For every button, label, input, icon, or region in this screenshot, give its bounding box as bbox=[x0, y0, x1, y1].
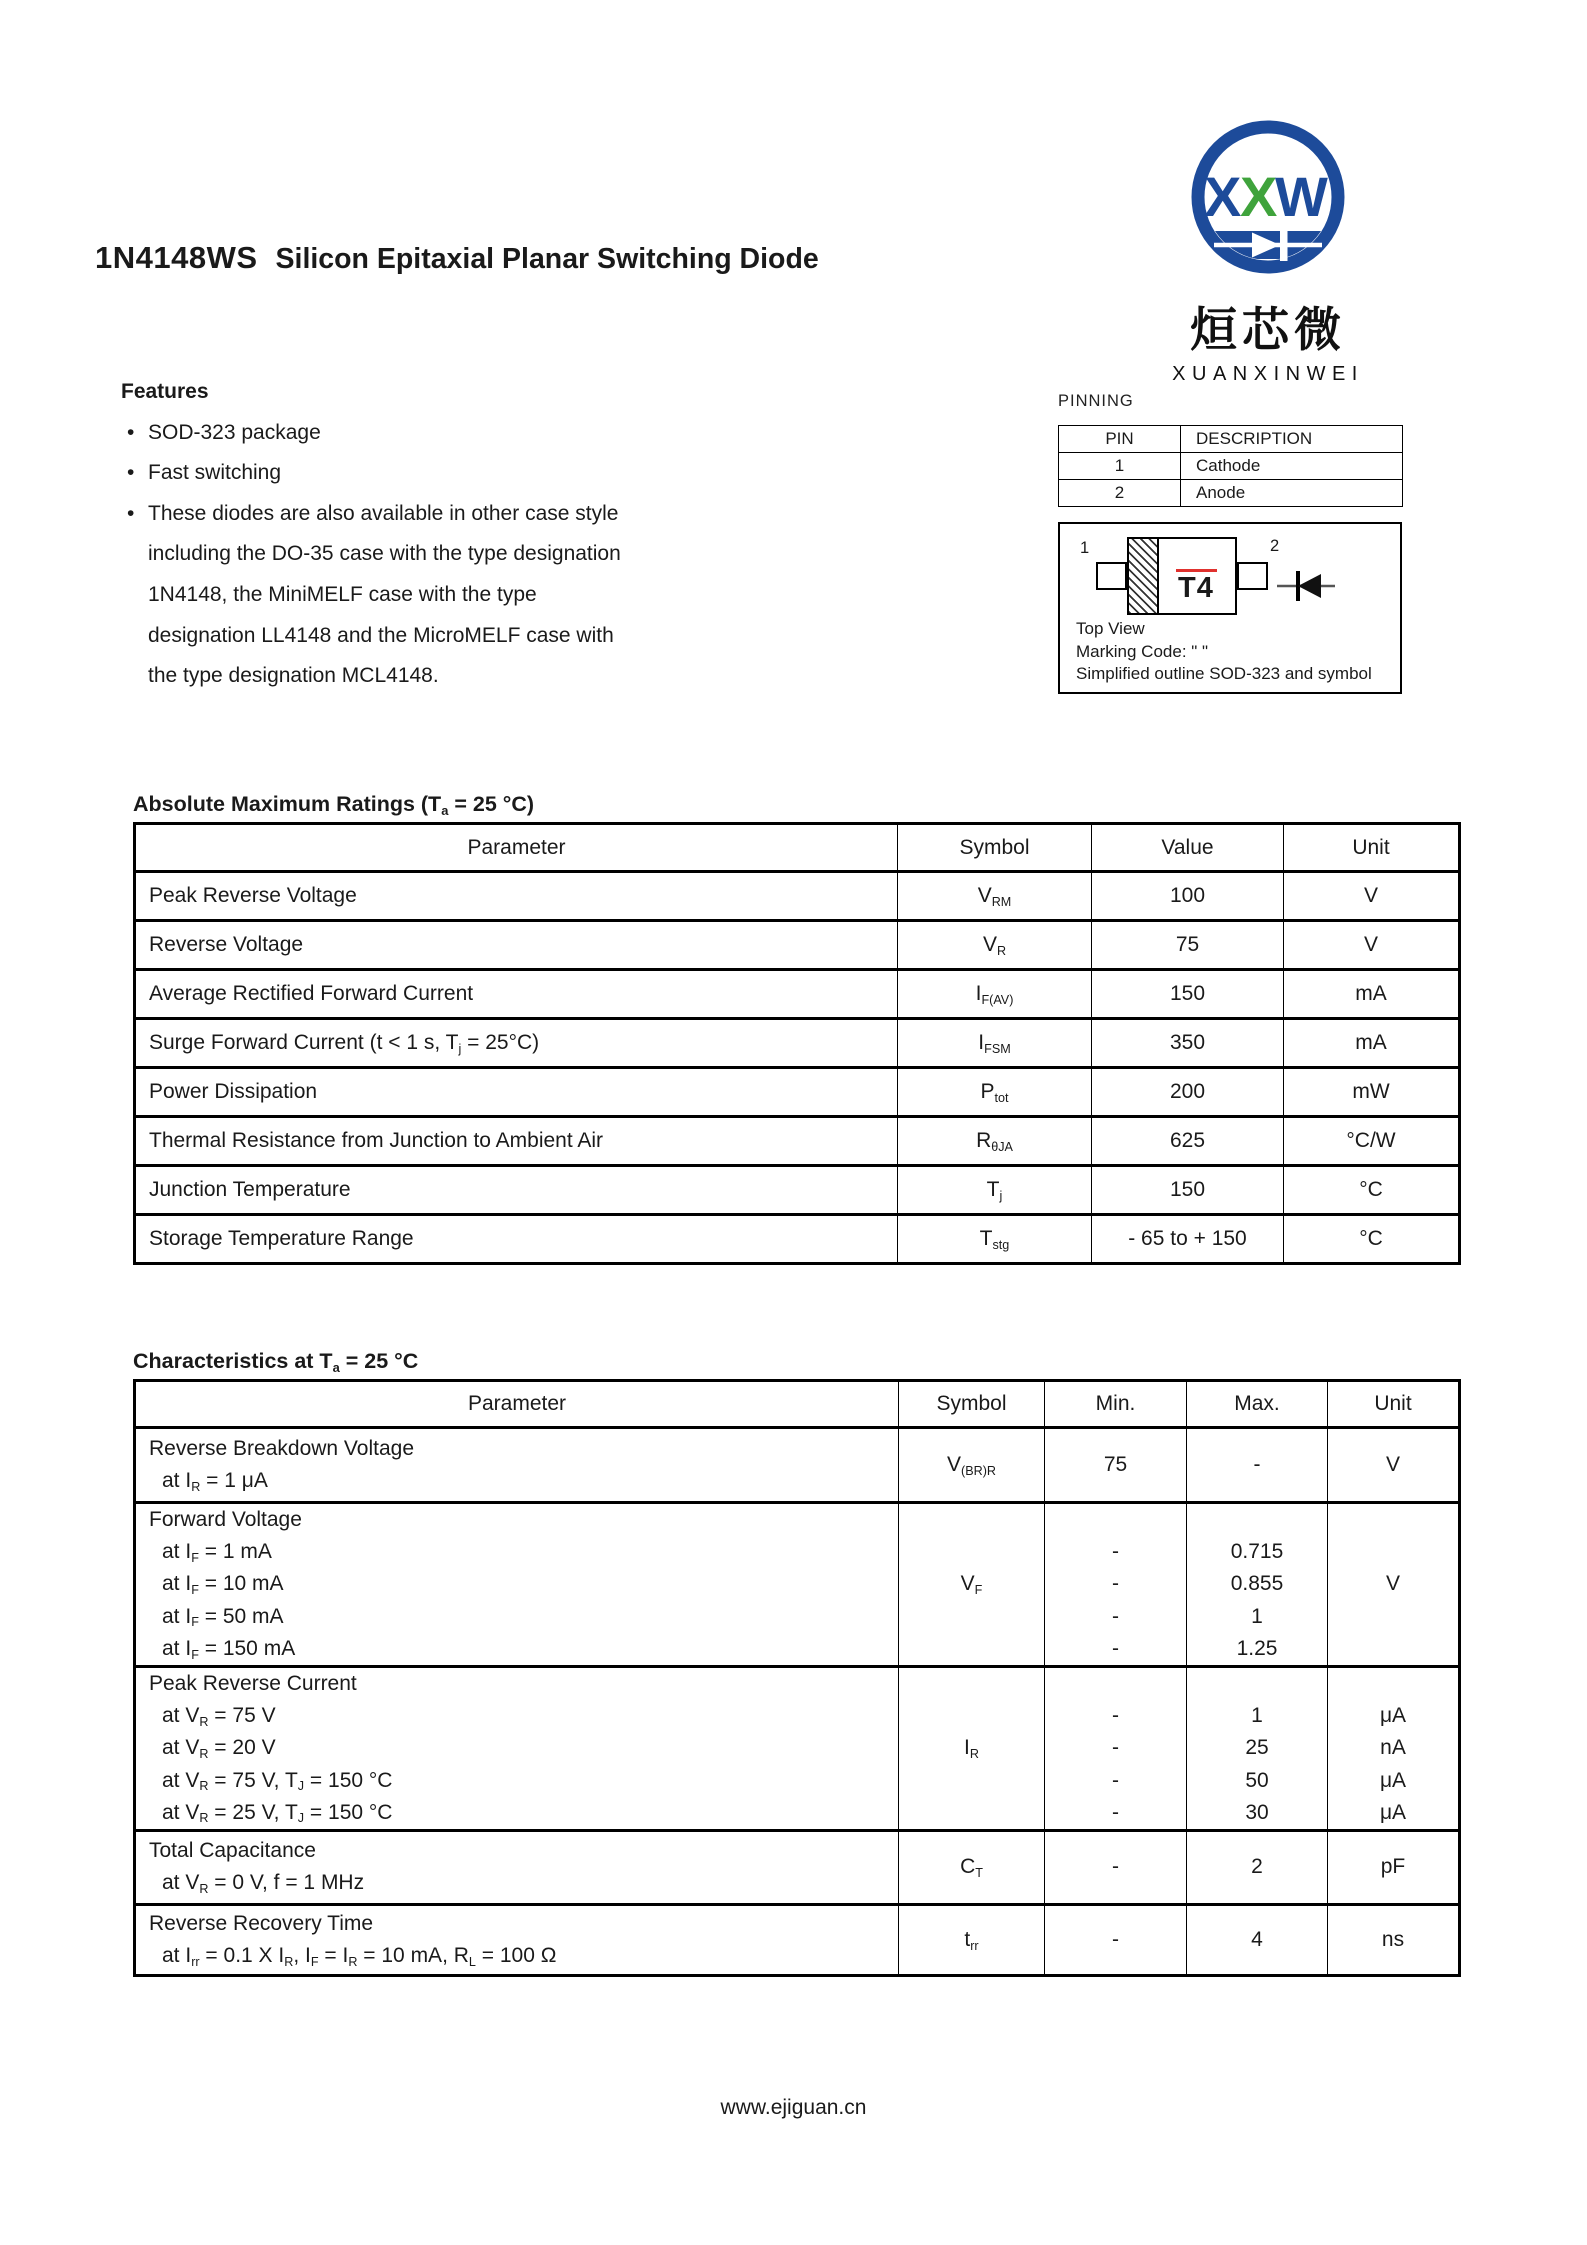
max-cell: - bbox=[1187, 1428, 1328, 1503]
symbol-column-header: Symbol bbox=[898, 824, 1092, 872]
value-cell: 150 bbox=[1092, 970, 1284, 1019]
value-cell: 100 bbox=[1092, 872, 1284, 921]
table-row bbox=[135, 1166, 1460, 1215]
parameter-cell: Power Dissipation bbox=[135, 1068, 898, 1117]
table-row bbox=[135, 1904, 1460, 1975]
parameter-cell: Reverse Breakdown Voltage at $I_R = 1$ μA bbox=[135, 1428, 899, 1503]
table-row bbox=[135, 1215, 1460, 1264]
value-column-header: Value bbox=[1092, 824, 1284, 872]
pin1-label: 1 bbox=[1080, 539, 1090, 557]
characteristics-section bbox=[133, 1349, 1458, 1977]
symbol-cell: $I_{F(AV)}$ bbox=[898, 970, 1092, 1019]
part-number: 1N4148WS bbox=[95, 240, 258, 275]
max-cell: 1 25 50 30 bbox=[1187, 1666, 1328, 1830]
pinning-section bbox=[1058, 392, 1404, 694]
package-lead-right bbox=[1237, 562, 1268, 590]
value-cell: 200 bbox=[1092, 1068, 1284, 1117]
pin-number: 1 bbox=[1059, 453, 1181, 480]
max-cell: 4 bbox=[1187, 1904, 1328, 1975]
pinning-table bbox=[1058, 425, 1403, 507]
value-cell: 625 bbox=[1092, 1117, 1284, 1166]
features-section bbox=[121, 372, 821, 697]
symbol-cell: $T_{stg}$ bbox=[898, 1215, 1092, 1264]
min-cell: - - - - bbox=[1045, 1666, 1187, 1830]
feature-item: • Fast switching bbox=[121, 453, 821, 494]
parameter-cell: Reverse Voltage bbox=[135, 921, 898, 970]
cathode-band-hatch bbox=[1129, 539, 1159, 613]
parameter-cell: Peak Reverse Current at $V_R = 75$ V at $V_R = 20$ V at $V_R = 75$ V, $T_J = 150$ °C at $V_R = 25$ V, $T_J = 150$ °C bbox=[135, 1666, 899, 1830]
pin-description: Cathode bbox=[1181, 453, 1403, 480]
max-cell: 0.715 0.855 1 1.25 bbox=[1187, 1503, 1328, 1667]
company-logo bbox=[1156, 112, 1380, 386]
parameter-column-header: Parameter bbox=[135, 1381, 899, 1428]
package-lead-left bbox=[1096, 562, 1127, 590]
unit-cell: V bbox=[1328, 1428, 1460, 1503]
unit-cell: °C bbox=[1284, 1215, 1460, 1264]
pinning-header-row bbox=[1059, 426, 1403, 453]
pin2-label: 2 bbox=[1270, 537, 1280, 555]
table-row bbox=[135, 1666, 1460, 1830]
parameter-cell: Reverse Recovery Time at $I_{rr} = 0.1$ X $I_R$, $I_F = I_R = 10$ mA, $R_L = 100$ Ω bbox=[135, 1904, 899, 1975]
symbol-column-header: Symbol bbox=[899, 1381, 1045, 1428]
value-cell: 75 bbox=[1092, 921, 1284, 970]
value-cell: 150 bbox=[1092, 1166, 1284, 1215]
section-title: Absolute Maximum Ratings ($T_a = 25$ °C) bbox=[133, 792, 535, 818]
diode-symbol-icon bbox=[1273, 566, 1343, 606]
footer bbox=[0, 2096, 1587, 2120]
unit-cell: °C bbox=[1284, 1166, 1460, 1215]
symbol-cell: $t_{rr}$ bbox=[899, 1904, 1045, 1975]
table-row bbox=[135, 970, 1460, 1019]
description-column-header: DESCRIPTION bbox=[1181, 426, 1403, 453]
symbol-cell: $I_R$ bbox=[899, 1666, 1045, 1830]
symbol-cell: $V_F$ bbox=[899, 1503, 1045, 1667]
parameter-cell: Surge Forward Current (t < 1 s, $T_j = 25^\circ C$) bbox=[135, 1019, 898, 1068]
symbol-cell: $V_{(BR)R}$ bbox=[899, 1428, 1045, 1503]
parameter-cell: Storage Temperature Range bbox=[135, 1215, 898, 1264]
min-cell: - - - - bbox=[1045, 1503, 1187, 1667]
logo-letter-x1: X bbox=[1204, 165, 1242, 228]
symbol-cell: $P_{tot}$ bbox=[898, 1068, 1092, 1117]
logo-letter-w: W bbox=[1275, 165, 1328, 228]
unit-cell: mW bbox=[1284, 1068, 1460, 1117]
pin-number: 2 bbox=[1059, 480, 1181, 507]
symbol-cell: $V_{RM}$ bbox=[898, 872, 1092, 921]
logo-chinese-name: 烜芯微 bbox=[1190, 303, 1346, 356]
logo-latin-name: XUANXINWEI bbox=[1172, 363, 1364, 385]
unit-column-header: Unit bbox=[1328, 1381, 1460, 1428]
pinning-heading: PINNING bbox=[1058, 392, 1134, 410]
table-row bbox=[135, 1428, 1460, 1503]
unit-cell: °C/W bbox=[1284, 1117, 1460, 1166]
min-cell: - bbox=[1045, 1904, 1187, 1975]
symbol-cell: $V_R$ bbox=[898, 921, 1092, 970]
table-row bbox=[135, 1019, 1460, 1068]
section-title: Characteristics at $T_a = 25$ °C bbox=[133, 1349, 419, 1375]
parameter-cell: Junction Temperature bbox=[135, 1166, 898, 1215]
table-row bbox=[135, 872, 1460, 921]
value-cell: 350 bbox=[1092, 1019, 1284, 1068]
unit-cell: ns bbox=[1328, 1904, 1460, 1975]
unit-cell: μA nA μA μA bbox=[1328, 1666, 1460, 1830]
outline-captions: Top View Marking Code: " " Simplified outline SOD-323 and symbol bbox=[1076, 619, 1372, 683]
symbol-cell: $R_{\theta JA}$ bbox=[898, 1117, 1092, 1166]
max-column-header: Max. bbox=[1187, 1381, 1328, 1428]
page-title bbox=[95, 240, 819, 276]
unit-cell: V bbox=[1328, 1503, 1460, 1667]
symbol-cell: $I_{FSM}$ bbox=[898, 1019, 1092, 1068]
min-cell: 75 bbox=[1045, 1428, 1187, 1503]
unit-cell: V bbox=[1284, 921, 1460, 970]
feature-item: • SOD-323 package bbox=[121, 413, 821, 454]
parameter-column-header: Parameter bbox=[135, 824, 898, 872]
table-row bbox=[135, 1503, 1460, 1667]
features-heading: Features bbox=[121, 380, 209, 403]
table-row bbox=[1059, 453, 1403, 480]
footer-url: www.ejiguan.cn bbox=[720, 2096, 867, 2119]
unit-cell: mA bbox=[1284, 970, 1460, 1019]
parameter-cell: Total Capacitance at $V_R = 0$ V, f = 1 MHz bbox=[135, 1830, 899, 1904]
table-row bbox=[135, 1830, 1460, 1904]
symbol-cell: $T_j$ bbox=[898, 1166, 1092, 1215]
package-outline-figure bbox=[1058, 522, 1402, 694]
logo-letter-x2: X bbox=[1240, 165, 1278, 228]
unit-column-header: Unit bbox=[1284, 824, 1460, 872]
unit-cell: pF bbox=[1328, 1830, 1460, 1904]
table-row bbox=[135, 1068, 1460, 1117]
characteristics-table bbox=[133, 1379, 1461, 1977]
parameter-cell: Forward Voltage at $I_F = 1$ mA at $I_F = 10$ mA at $I_F = 50$ mA at $I_F = 150$ mA bbox=[135, 1503, 899, 1667]
part-description: Silicon Epitaxial Planar Switching Diode bbox=[275, 243, 819, 275]
table-header-row bbox=[135, 1381, 1460, 1428]
parameter-cell: Peak Reverse Voltage bbox=[135, 872, 898, 921]
marking-code-label: T4 bbox=[1176, 569, 1217, 605]
max-cell: 2 bbox=[1187, 1830, 1328, 1904]
pin-column-header: PIN bbox=[1059, 426, 1181, 453]
symbol-cell: $C_T$ bbox=[899, 1830, 1045, 1904]
value-cell: - 65 to + 150 bbox=[1092, 1215, 1284, 1264]
parameter-cell: Average Rectified Forward Current bbox=[135, 970, 898, 1019]
unit-cell: V bbox=[1284, 872, 1460, 921]
parameter-cell: Thermal Resistance from Junction to Ambient Air bbox=[135, 1117, 898, 1166]
table-row bbox=[135, 1117, 1460, 1166]
min-column-header: Min. bbox=[1045, 1381, 1187, 1428]
table-row bbox=[1059, 480, 1403, 507]
unit-cell: mA bbox=[1284, 1019, 1460, 1068]
pin-description: Anode bbox=[1181, 480, 1403, 507]
absolute-maximum-ratings-table bbox=[133, 822, 1461, 1265]
logo-mark-icon bbox=[1156, 112, 1380, 284]
feature-item: • These diodes are also available in other case style including the DO-35 case with the type designation 1N4148, the MiniMELF case with the type designation LL4148 and the MicroMELF case with the type designation MCL4148. bbox=[121, 494, 821, 697]
table-header-row bbox=[135, 824, 1460, 872]
table-row bbox=[135, 921, 1460, 970]
min-cell: - bbox=[1045, 1830, 1187, 1904]
absolute-maximum-ratings-section bbox=[133, 792, 1458, 1265]
